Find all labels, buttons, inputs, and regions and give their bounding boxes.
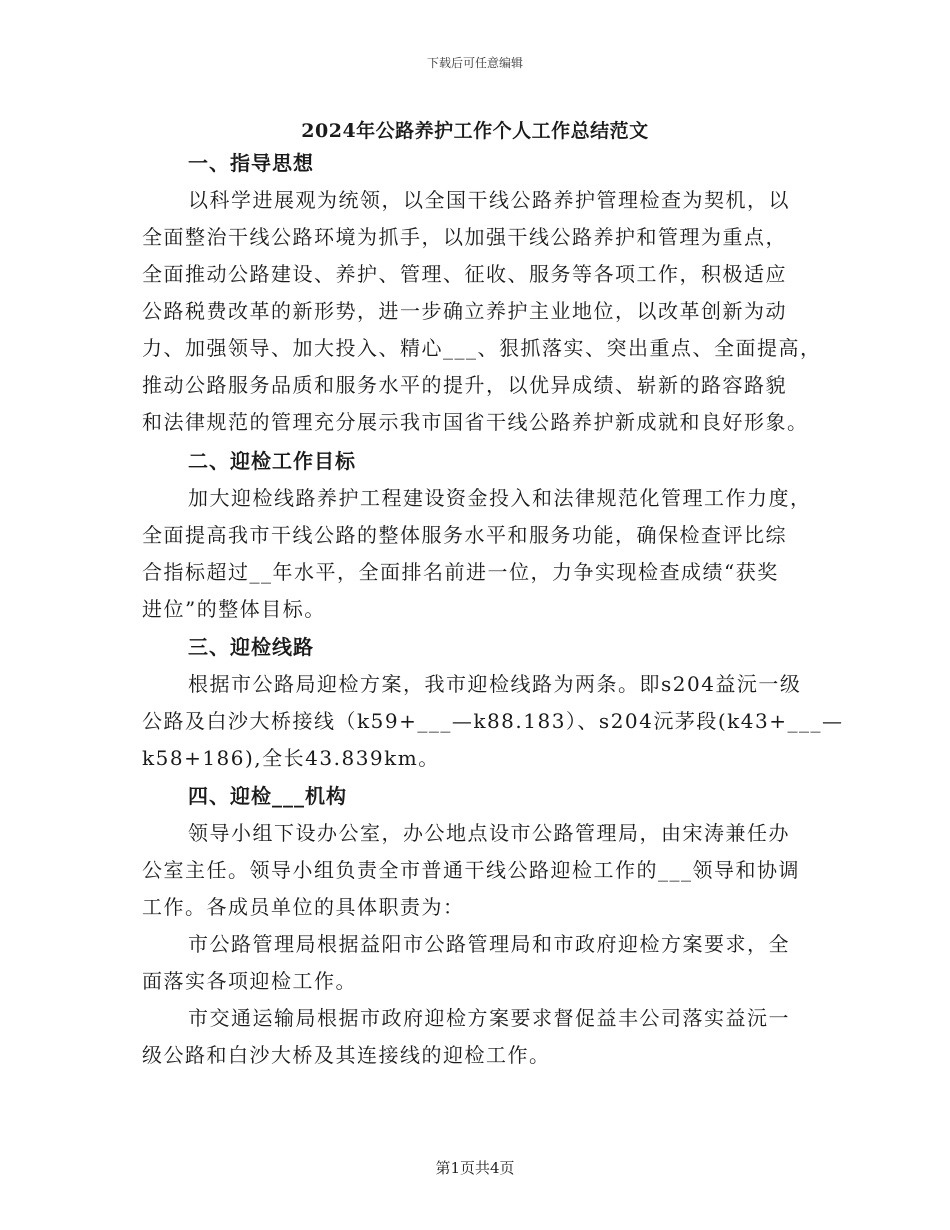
section-heading-guiding-ideology: 一、指导思想: [188, 151, 314, 175]
paragraph-line: k58+186),全长43.839km。: [142, 746, 440, 770]
section-heading-inspection-goals: 二、迎检工作目标: [188, 449, 356, 473]
section-heading-inspection-routes: 三、迎检线路: [188, 635, 314, 659]
paragraph-line: 市公路管理局根据益阳市公路管理局和市政府迎检方案要求，全: [188, 932, 790, 956]
paragraph-line: 全面整治干线公路环境为抓手，以加强干线公路养护和管理为重点，: [142, 225, 787, 249]
paragraph-line: 公路及白沙大桥接线（k59+___—k88.183）、s204沅茅段(k43+___—: [142, 709, 844, 733]
paragraph-line: 面落实各项迎检工作。: [142, 969, 357, 993]
paragraph-line: 根据市公路局迎检方案，我市迎检线路为两条。即s204益沅一级: [188, 672, 802, 696]
paragraph-line: 进位”的整体目标。: [142, 597, 326, 621]
header-note: 下载后可任意编辑: [426, 56, 523, 70]
paragraph-line: 加大迎检线路养护工程建设资金投入和法律规范化管理工作力度，: [188, 486, 812, 510]
paragraph-line: 力、加强领导、加大投入、精心___、狠抓落实、突出重点、全面提高，: [142, 336, 822, 360]
document-title: 2024年公路养护工作个人工作总结范文: [301, 120, 649, 142]
page-number-footer: 第1页共4页: [435, 1159, 515, 1177]
paragraph-line: 以科学进展观为统领，以全国干线公路养护管理检查为契机，以: [188, 188, 790, 212]
paragraph-line: 工作。各成员单位的具体职责为：: [142, 895, 465, 919]
paragraph-line: 和法律规范的管理充分展示我市国省干线公路养护新成就和良好形象。: [142, 410, 809, 434]
paragraph-line: 领导小组下设办公室，办公地点设市公路管理局，由宋涛兼任办: [188, 821, 790, 845]
paragraph-line: 全面推动公路建设、养护、管理、征收、服务等各项工作，积极适应: [142, 262, 787, 286]
paragraph-line: 公室主任。领导小组负责全市普通干线公路迎检工作的___领导和协调: [142, 858, 800, 882]
paragraph-line: 推动公路服务品质和服务水平的提升，以优异成绩、崭新的路容路貌: [142, 373, 787, 397]
section-heading-inspection-organization: 四、迎检___机构: [188, 784, 347, 808]
paragraph-line: 级公路和白沙大桥及其连接线的迎检工作。: [142, 1043, 551, 1067]
paragraph-line: 合指标超过__年水平，全面排名前进一位，力争实现检查成绩“获奖: [142, 560, 779, 584]
paragraph-line: 市交通运输局根据市政府迎检方案要求督促益丰公司落实益沅一: [188, 1006, 790, 1030]
paragraph-line: 全面提高我市干线公路的整体服务水平和服务功能，确保检查评比综: [142, 523, 787, 547]
paragraph-line: 公路税费改革的新形势，进一步确立养护主业地位，以改革创新为动: [142, 299, 787, 323]
